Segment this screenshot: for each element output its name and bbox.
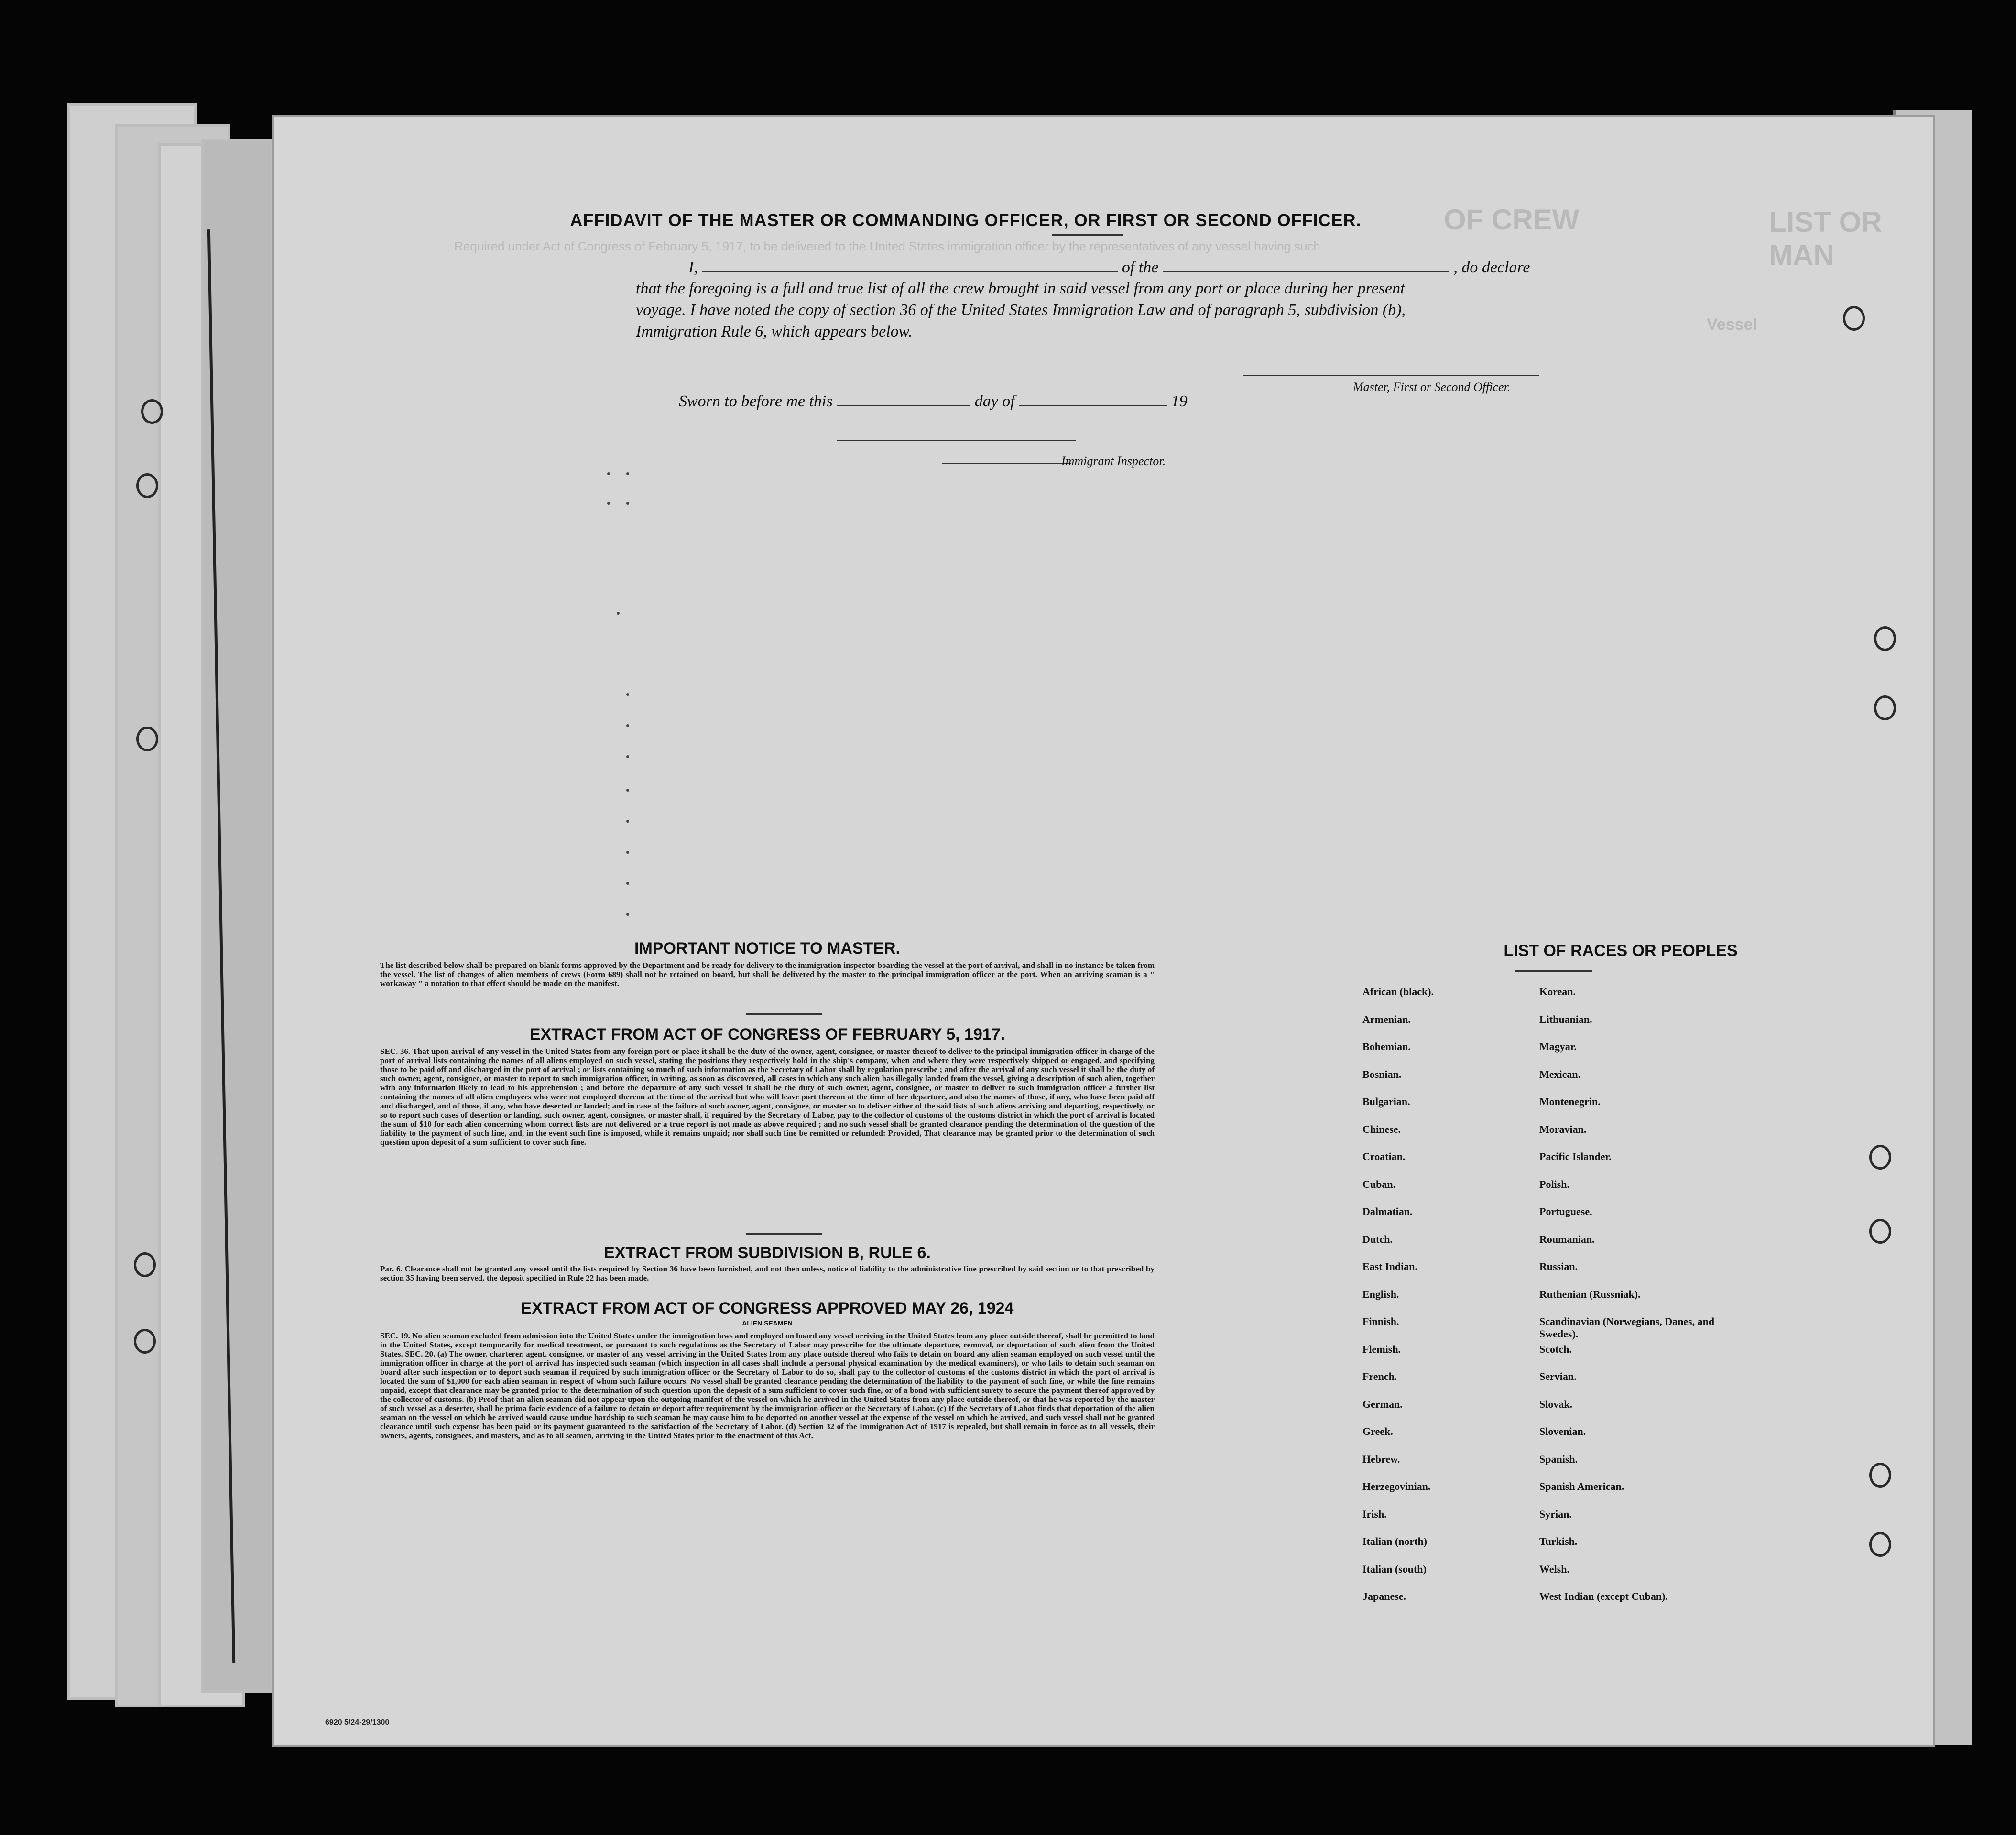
master-signature-label: Master, First or Second Officer. [1353,380,1511,394]
affidavit-line1 [688,258,1530,277]
race-item: Dutch. [1362,1233,1393,1245]
race-item: Polish. [1539,1178,1569,1190]
race-item: Korean. [1539,986,1576,998]
binder-hole [134,1329,156,1354]
binder-hole [141,399,163,424]
race-item: Slovak. [1539,1398,1573,1410]
race-item: Magyar. [1539,1041,1577,1053]
ghost-header-left: LIST OR MAN [1769,206,1882,271]
race-item: Herzegovinian. [1362,1480,1431,1492]
race-item: Cuban. [1362,1178,1396,1190]
race-item: Syrian. [1539,1508,1572,1520]
race-item: Spanish American. [1539,1480,1624,1492]
race-item: Lithuanian. [1539,1013,1592,1025]
race-item: Japanese. [1362,1590,1406,1602]
affidavit-line3: voyage. I have noted the copy of section 36 of the United States Immigration Law and of paragraph 5, subdivision (b), [636,301,1406,319]
section-rule [746,1013,822,1015]
race-item: Dalmatian. [1362,1205,1413,1217]
year-label: 19 [1171,392,1188,410]
affidavit-line4: Immigration Rule 6, which appears below. [636,323,913,340]
ghost-header-right: OF CREW [1444,204,1580,236]
do-declare-label: , do declare [1453,259,1530,276]
i-label: I, [688,259,698,276]
race-item: Bosnian. [1362,1068,1402,1080]
page-hole [1869,1532,1891,1557]
race-item: Bulgarian. [1362,1096,1410,1108]
extract-1924-title: EXTRACT FROM ACT OF CONGRESS APPROVED MAY 26, 1924 [521,1299,1014,1317]
races-left-column [1362,986,1515,1618]
ghost-required-line: Required under Act of Congress of February 5, 1917, to be delivered to the United States immigration officer by the representatives of any vessel having such [454,239,1320,253]
race-item: Scotch. [1539,1343,1572,1355]
extract-1924-text: SEC. 19. No alien seaman excluded from admission into the United States under the immigration laws and employed on board any vessel arriving in the United States from any place outside thereof, shall be permitted to land in the United States, except temporarily for medical treatment, or pursuant to such regulations as the Secretary of Labor may prescribe for the ultimate departure, removal, or deportation of such alien from the United States. SEC. 20. (a) The owner, charterer, agent, consignee, or master of any vessel arriving in the United States from any place outside thereof who fails to detain on board any alien seaman employed on such vessel until the immigration officer in charge at the port of arrival has inspected such seaman (which inspection in all cases shall include a personal physical examination by the medical examiners), or who fails to detain such seaman on board after such inspection or to deport such seaman if required by such immigration officer or the Secretary of Labor to do so, shall pay to the collector of customs of the customs district in which the port of arrival is located the sum of $1,000 for each alien seaman in respect of whom such failure occurs. No vessel shall be granted clearance pending the determination of the liability to the payment of such fine, or while the fine remains unpaid, except that clearance may be granted prior to the determination of such question upon the deposit of a sum sufficient to cover such fine, or of a bond with sufficient surety to secure the payment thereof approved by the collector of customs. (b) Proof that an alien seaman did not appear upon the outgoing manifest of the vessel on which he arrived in the United States from any place outside thereof, or that he was reported by the master of such vessel as a deserter, shall be prima facie evidence of a failure to detain or deport after requirement by the immigration officer or the Secretary of Labor. (c) If the Secretary of Labor finds that deportation of the alien seaman on the vessel on which he arrived would cause undue hardship to such seaman he may cause him to be deported on another vessel at the expense of the vessel on which he arrived, and such vessel shall not be granted clearance until such expense has been paid or its payment guaranteed to the satisfaction of the Secretary of Labor. (d) Section 32 of the Immigration Act of 1917 is repealed, but shall remain in force as to all vessels, their owners, agents, consignees, and masters, and as to all seamen, arriving in the United States prior to the enactment of this Act. [380,1331,1155,1440]
manifest-page [272,115,1935,1747]
rule6-title: EXTRACT FROM SUBDIVISION B, RULE 6. [604,1244,931,1262]
month-blank[interactable] [1019,392,1167,406]
binder-hole [136,727,158,751]
page-hole [1874,695,1896,720]
race-item: Hebrew. [1362,1453,1400,1465]
race-item: Russian. [1539,1260,1578,1272]
day-of-label: day of [974,392,1015,410]
race-item: Slovenian. [1539,1425,1586,1437]
race-item: Welsh. [1539,1563,1569,1575]
race-item: Italian (south) [1362,1563,1427,1575]
race-item: Chinese. [1362,1123,1401,1135]
races-title: LIST OF RACES OR PEOPLES [1504,942,1738,960]
name-blank[interactable] [702,258,1118,272]
race-item: Portuguese. [1539,1205,1592,1217]
sworn-label: Sworn to before me this [679,392,833,410]
title-rule [1052,234,1123,236]
section-rule [746,1233,822,1235]
race-item: French. [1362,1370,1397,1382]
page-hole [1843,306,1865,331]
notice-text: The list described below shall be prepared on blank forms approved by the Department and be ready for delivery to the immigration inspector boarding the vessel at the port of arrival, and shall in no instance be taken from the vessel. The list of changes of alien members of crews (Form 689) shall not be retained on board, but shall be delivered by the master to the principal immigration officer at the port. When an arriving seaman is a " workaway " a notation to that effect should be made on the manifest. [380,961,1155,988]
rule6-text: Par. 6. Clearance shall not be granted any vessel until the lists required by Section 36 have been furnished, and not then unless, notice of liability to the administrative fine prescribed by said section or to that prescribed by section 35 having been served, the deposit specified in Rule 22 has been made. [380,1264,1155,1282]
race-item: Turkish. [1539,1535,1578,1547]
race-item: Croatian. [1362,1151,1406,1162]
affidavit-line2: that the foregoing is a full and true list of all the crew brought in said vessel from any port or place during her present [636,280,1405,297]
race-item: Finnish. [1362,1315,1399,1327]
race-item: Bohemian. [1362,1041,1411,1053]
race-item: African (black). [1362,986,1434,998]
race-item: Armenian. [1362,1013,1411,1025]
race-item: East Indian. [1362,1260,1417,1272]
race-item: Montenegrin. [1539,1096,1601,1108]
extract-1917-text: SEC. 36. That upon arrival of any vessel in the United States from any foreign port or place it shall be the duty of the owner, agent, consignee, or master thereof to deliver to the principal immigration officer in charge of the port of arrival lists containing the names of all aliens employed on such vessel, stating the positions they respectively hold in the ship's company, when and where they were respectively shipped or engaged, and specifying those to be paid off and discharged in the port of arrival ; or lists containing so much of such information as the Secretary of Labor shall by regulation prescribe ; and after the arrival of any such vessel it shall be the duty of such owner, agent, consignee, or master to report to such immigration officer, in writing, as soon as discovered, all cases in which any such alien has illegally landed from the vessel, giving a description of such alien, together with any information likely to lead to his apprehension ; and before the departure of any such vessel it shall be the duty of such owner, agent, consignee, or master to deliver to such immigration officer a further list containing the names of all alien employees who were not employed thereon at the time of the arrival but who will leave port thereon at the time of her departure, and also the names of those, if any, who have been paid off and discharged, and of those, if any, who have deserted or landed; and in case of the failure of such owner, agent, consignee, or master so to deliver either of the said lists of such aliens arriving and departing, respectively, or so to report such cases of desertion or landing, such owner, agent, consignee, or master shall, if required by the Secretary of Labor, pay to the collector of customs of the customs district in which the port of arrival is located the sum of $10 for each alien concerning whom correct lists are not delivered or a true report is not made as above required ; and no such vessel shall be granted clearance pending the determination of the question of the liability to the payment of such fine, and, in the event such fine is imposed, while it remains unpaid; nor shall such fine be remitted or refunded: Provided, That clearance may be granted prior to the determination of such question upon deposit of a sum sufficient to cover such fine. [380,1047,1155,1147]
races-rule [1515,970,1592,972]
race-item: Scandinavian (Norwegians, Danes, and Swedes). [1539,1315,1715,1340]
race-item: Italian (north) [1362,1535,1428,1547]
extract-1917-title: EXTRACT FROM ACT OF CONGRESS OF FEBRUARY 5, 1917. [529,1025,1005,1043]
race-item: West Indian (except Cuban). [1539,1590,1668,1602]
race-item: Spanish. [1539,1453,1578,1465]
races-right-column [1539,986,1740,1618]
race-item: German. [1362,1398,1403,1410]
race-item: Servian. [1539,1370,1577,1382]
race-item: Pacific Islander. [1539,1151,1612,1162]
page-hole [1869,1145,1891,1170]
signature-line[interactable] [1243,375,1539,376]
race-item: Greek. [1362,1425,1393,1437]
race-item: Flemish. [1362,1343,1401,1355]
day-blank[interactable] [837,392,970,406]
race-item: Irish. [1362,1508,1387,1520]
inspector-label: Immigrant Inspector. [1061,454,1166,468]
ghost-vessel-label: Vessel [1707,315,1757,334]
vessel-blank[interactable] [1163,258,1449,272]
form-number: 6920 5/24-29/1300 [325,1718,390,1726]
inspector-top-line [837,440,1076,441]
notice-title: IMPORTANT NOTICE TO MASTER. [634,939,900,957]
of-the-label: of the [1122,259,1159,276]
page-hole [1869,1463,1891,1488]
race-item: Moravian. [1539,1123,1587,1135]
page-hole [1874,626,1896,651]
page-hole [1869,1219,1891,1244]
race-item: English. [1362,1288,1399,1300]
race-item: Roumanian. [1539,1233,1595,1245]
binder-hole [136,473,158,498]
extract-1924-subtitle: ALIEN SEAMEN [742,1319,793,1327]
inspector-signature-line[interactable] [942,463,1071,464]
race-item: Mexican. [1539,1068,1581,1080]
race-item: Ruthenian (Russniak). [1539,1288,1641,1300]
affidavit-title: AFFIDAVIT OF THE MASTER OR COMMANDING OFFICER, OR FIRST OR SECOND OFFICER. [570,210,1362,230]
binder-hole [134,1252,156,1277]
sworn-line [679,392,1188,411]
